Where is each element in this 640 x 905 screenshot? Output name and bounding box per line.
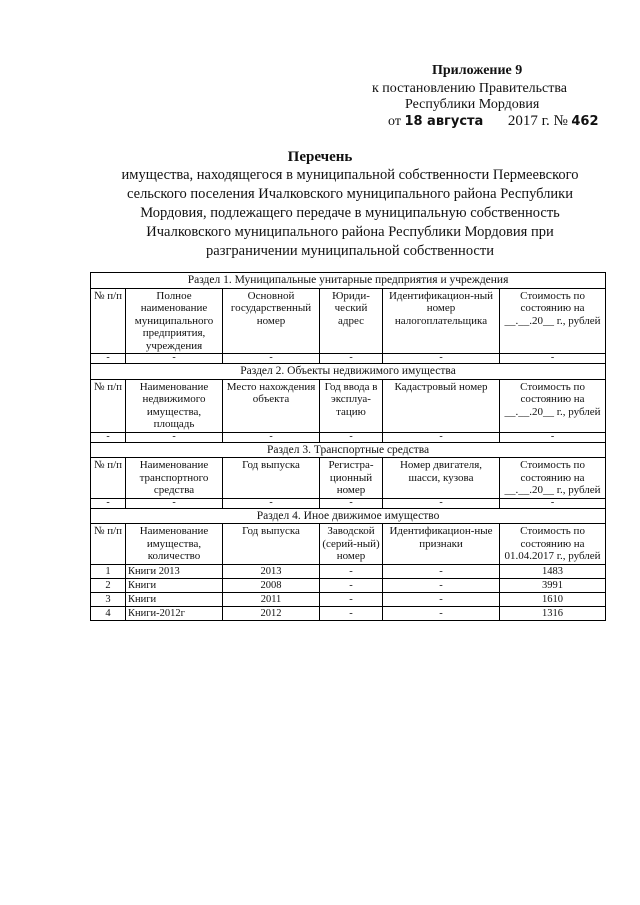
table-cell: 2013 xyxy=(223,564,320,578)
property-table xyxy=(90,272,606,621)
table-cell: - xyxy=(91,354,126,364)
document-subtitle: имущества, находящегося в муниципальной собственности Пермеевского сельского поселения Ичалковского муниципального района Республики Мордовия, подлежащего передаче в муниципальную собственность Ичалковского муниципального района Республики Мордовия при разграничении муниципальной собственности xyxy=(121,167,579,259)
table-cell: 2 xyxy=(91,578,126,592)
table-cell: - xyxy=(126,432,223,442)
header-row xyxy=(91,288,606,354)
column-header: Наименование транспортного средства xyxy=(126,458,223,499)
section-title: Раздел 3. Транспортные средства xyxy=(91,442,606,458)
section-title: Раздел 2. Объекты недвижимого имущества xyxy=(91,364,606,380)
table-cell: - xyxy=(383,354,500,364)
table-cell: - xyxy=(91,498,126,508)
table-cell: 1610 xyxy=(500,592,606,606)
table-row xyxy=(91,354,606,364)
table-row xyxy=(91,564,606,578)
table-cell: - xyxy=(126,498,223,508)
appendix-title: Приложение 9 xyxy=(432,63,523,78)
table-cell: - xyxy=(383,578,500,592)
table-cell: - xyxy=(320,354,383,364)
section-title: Раздел 1. Муниципальные унитарные предприятия и учреждения xyxy=(91,273,606,289)
table-row xyxy=(91,498,606,508)
column-header: № п/п xyxy=(91,458,126,499)
column-header: Полное наименование муниципального предприятия, учреждения xyxy=(126,288,223,354)
date-prefix: от xyxy=(388,114,401,129)
table-cell: - xyxy=(383,432,500,442)
column-header: Основной государственный номер xyxy=(223,288,320,354)
table-row xyxy=(91,592,606,606)
column-header: Место нахождения объекта xyxy=(223,379,320,432)
table-cell: - xyxy=(320,432,383,442)
column-header: Идентификацион-ные признаки xyxy=(383,524,500,565)
table-cell: - xyxy=(383,498,500,508)
table-cell: - xyxy=(383,564,500,578)
table-cell: Книги xyxy=(126,578,223,592)
column-header: Год выпуска xyxy=(223,524,320,565)
table-cell: - xyxy=(500,432,606,442)
column-header: Регистра-ционный номер xyxy=(320,458,383,499)
column-header: № п/п xyxy=(91,524,126,565)
section-title: Раздел 4. Иное движимое имущество xyxy=(91,508,606,524)
table-cell: 2012 xyxy=(223,606,320,620)
table-cell: 1483 xyxy=(500,564,606,578)
column-header: № п/п xyxy=(91,288,126,354)
table-cell: 3991 xyxy=(500,578,606,592)
column-header: Стоимость по состоянию на 01.04.2017 г., рублей xyxy=(500,524,606,565)
table-cell: 1 xyxy=(91,564,126,578)
appendix-reference-line: к постановлению Правительства xyxy=(372,81,568,96)
table-cell: 2011 xyxy=(223,592,320,606)
date-suffix: 2017 г. № xyxy=(507,113,568,129)
table-cell: 3 xyxy=(91,592,126,606)
table-cell: - xyxy=(500,354,606,364)
table-cell: - xyxy=(223,354,320,364)
column-header: № п/п xyxy=(91,379,126,432)
appendix-date-line xyxy=(388,113,599,130)
column-header: Номер двигателя, шасси, кузова xyxy=(383,458,500,499)
table-cell: - xyxy=(91,432,126,442)
table-cell: - xyxy=(320,578,383,592)
header-row xyxy=(91,524,606,565)
document-number: 462 xyxy=(571,114,599,129)
table-row xyxy=(91,432,606,442)
column-header: Наименование недвижимого имущества, площадь xyxy=(126,379,223,432)
appendix-republic-line: Республики Мордовия xyxy=(405,97,540,112)
table-cell: - xyxy=(126,354,223,364)
column-header: Юриди-ческий адрес xyxy=(320,288,383,354)
column-header: Стоимость по состоянию на __.__.20__ г., рублей xyxy=(500,288,606,354)
table-cell: - xyxy=(320,606,383,620)
date-handwritten: 18 августа xyxy=(404,114,484,129)
column-header: Кадастровый номер xyxy=(383,379,500,432)
table-row xyxy=(91,606,606,620)
table-cell: - xyxy=(383,606,500,620)
table-cell: - xyxy=(383,592,500,606)
table-cell: Книги xyxy=(126,592,223,606)
column-header: Год выпуска xyxy=(223,458,320,499)
table-cell: - xyxy=(320,564,383,578)
header-row xyxy=(91,379,606,432)
header-row xyxy=(91,458,606,499)
table-cell: 1316 xyxy=(500,606,606,620)
table-cell: - xyxy=(223,432,320,442)
column-header: Заводской (серий-ный) номер xyxy=(320,524,383,565)
table-cell: 4 xyxy=(91,606,126,620)
table-cell: Книги 2013 xyxy=(126,564,223,578)
table-cell: - xyxy=(500,498,606,508)
table-cell: - xyxy=(320,592,383,606)
column-header: Наименование имущества, количество xyxy=(126,524,223,565)
table-cell: - xyxy=(223,498,320,508)
table-cell: 2008 xyxy=(223,578,320,592)
document-title: Перечень xyxy=(287,149,353,165)
column-header: Идентификацион-ный номер налогоплательщика xyxy=(383,288,500,354)
table-cell: Книги-2012г xyxy=(126,606,223,620)
column-header: Год ввода в эксплуа-тацию xyxy=(320,379,383,432)
table-row xyxy=(91,578,606,592)
column-header: Стоимость по состоянию на __.__.20__ г., рублей xyxy=(500,379,606,432)
table-cell: - xyxy=(320,498,383,508)
column-header: Стоимость по состоянию на __.__.20__ г., рублей xyxy=(500,458,606,499)
